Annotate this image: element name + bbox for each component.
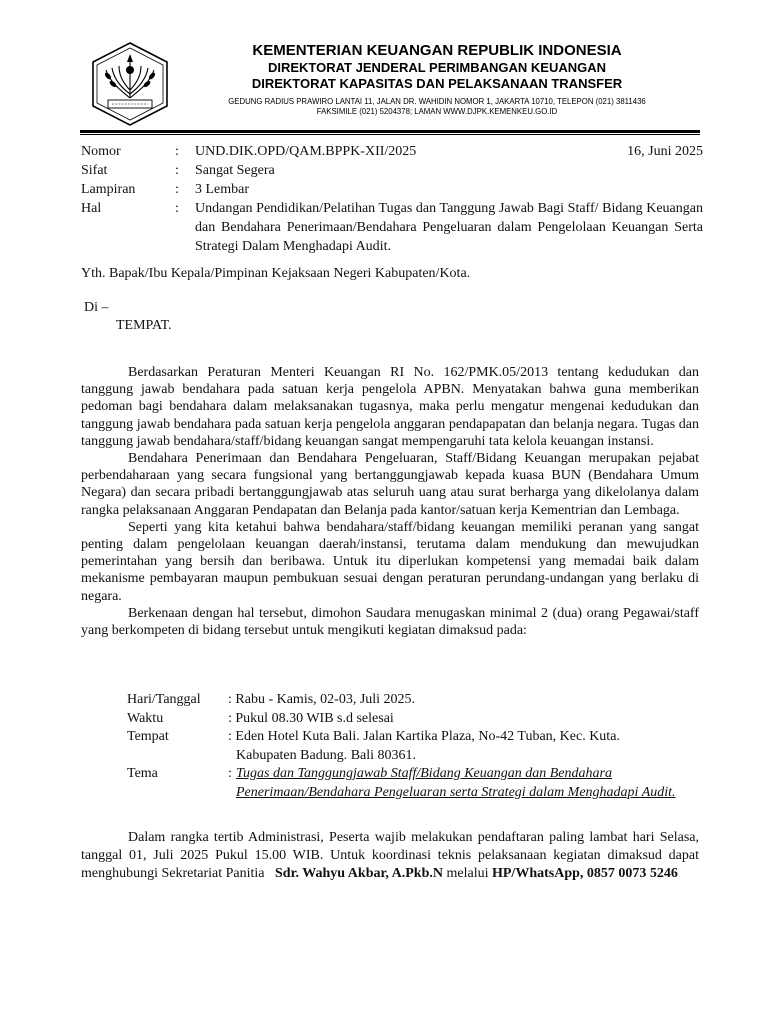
closing-text: Dalam rangka tertib Administrasi, Peserta wajib melakukan pendaftaran paling lambat hari Selasa, tanggal 01, Juli 2025 Pukul 15.00 WIB. Untuk koordinasi teknis pelaksanaan kegiatan dimaksud dapat menghubungi Sekretariat Panitia [81, 830, 699, 881]
directorate-general-name: DIREKTORAT JENDERAL PERIMBANGAN KEUANGAN [267, 60, 607, 75]
tema-value: Tugas dan Tanggungjawab Staff/Bidang Keuangan dan Bendahara Penerimaan/Bendahara Pengeluaran serta Strategi dalam Menghadapi Audit. [236, 766, 676, 800]
colon: : [175, 144, 179, 159]
lampiran-row [81, 180, 703, 199]
recipient-line: Yth. Bapak/Ibu Kepala/Pimpinan Kejaksaan Negeri Kabupaten/Kota. [81, 266, 471, 281]
tempat-value-2: Kabupaten Badung. Bali 80361. [236, 747, 417, 763]
waktu-row [127, 710, 687, 729]
letter-date: 16, Juni 2025 [627, 144, 703, 159]
tempat-row-2 [127, 747, 687, 766]
tempat-label: Tempat [127, 729, 169, 744]
contact-name: Sdr. Wahyu Akbar, A.Pkb.N [275, 865, 443, 881]
sifat-value: Sangat Segera [195, 163, 275, 178]
sifat-label: Sifat [81, 163, 108, 178]
body-paragraph-3: Seperti yang kita ketahui bahwa bendahara/staff/bidang keuangan memiliki peranan yang sangat penting dalam pengelolaan keuangan daerah/instansi, terutama dalam mendukung dan mewujudkan pemerintahan yang bersih dan beribawa. Untuk itu diperlukan kompetensi yang memadai baik dalam mekanisme pembayaran maupun pembukuan sesuai dengan peraturan perundang-undangan yang berlaku di negara. [81, 519, 699, 604]
hari-value: : Rabu - Kamis, 02-03, Juli 2025. [228, 692, 416, 707]
colon: : [175, 182, 179, 197]
address-line-2: FAKSIMILE (021) 5204378; LAMAN WWW.DJPK.KEMENKEU.GO.ID [316, 106, 558, 116]
contact-phone: HP/WhatsApp, 0857 0073 5246 [491, 865, 678, 881]
ministry-emblem-icon [86, 40, 174, 128]
letter-metadata [81, 142, 703, 256]
hal-label: Hal [81, 201, 102, 216]
letterhead-rule-thin [80, 134, 700, 135]
tema-colon: : [228, 766, 232, 781]
tempat-row [127, 728, 687, 747]
letterhead-rule-thick [80, 130, 700, 133]
colon: : [175, 201, 179, 216]
waktu-label: Waktu [127, 710, 164, 726]
nomor-value: UND.DIK.OPD/QAM.BPPK-XII/2025 [195, 144, 417, 159]
colon: : [175, 163, 179, 178]
address-line-1: GEDUNG RADIUS PRAWIRO LANTAI 11, JALAN DR. WAHIDIN NOMOR 1, JAKARTA 10710, TELEPON (021) 3811436 [228, 97, 646, 106]
closing-section [81, 829, 699, 882]
ministry-name: KEMENTERIAN KEUANGAN REPUBLIK INDONESIA [252, 42, 622, 59]
closing-paragraph [81, 829, 699, 882]
tema-row [127, 765, 687, 802]
hari-label: Hari/Tanggal [127, 692, 201, 707]
sifat-row [81, 161, 703, 180]
closing-text-melalui: melalui [446, 865, 489, 881]
waktu-value: : Pukul 08.30 WIB s.d selesai [228, 710, 394, 726]
body-paragraph-1: Berdasarkan Peraturan Menteri Keuangan RI No. 162/PMK.05/2013 tentang kedudukan dan tanggung jawab bendahara pada satuan kerja pengelola APBN. Menyatakan bahwa guna memberikan pedoman bagi bendahara dalam melaksanakan tugasnya, maka perlu mengatur mengenai kedudukan dan tanggung jawab bendahara pada satuan kerja pengelola anggaran pendapapatan dan belanja negara. Tugas dan tanggung jawab bendahara/staff/bidang keuangan sangat mempengaruhi tata kelola keuangan instansi. [81, 365, 699, 449]
nomor-label: Nomor [81, 144, 121, 159]
directorate-name: DIREKTORAT KAPASITAS DAN PELAKSANAAN TRANSFER [251, 76, 623, 91]
letterhead [190, 42, 684, 116]
tempat-value: : Eden Hotel Kuta Bali. Jalan Kartika Plaza, No-42 Tuban, Kec. Kuta. [228, 729, 620, 744]
body-paragraph-4: Berkenaan dengan hal tersebut, dimohon Saudara menugaskan minimal 2 (dua) orang Pegawai/staff yang berkompeten di bidang tersebut untuk mengikuti kegiatan dimaksud pada: [81, 605, 699, 639]
letter-body [81, 364, 699, 639]
hal-row [81, 199, 703, 256]
recipient-di: Di – [84, 300, 109, 315]
lampiran-label: Lampiran [81, 182, 136, 197]
hal-value: Undangan Pendidikan/Pelatihan Tugas dan Tanggung Jawab Bagi Staff/ Bidang Keuangan dan Bendahara Penerimaan/Bendahara Pengeluaran dalam Pengelolaan Keuangan Serta Strategi Dalam Menghadapi Audit. [195, 201, 703, 254]
tema-label: Tema [127, 766, 158, 781]
event-details [127, 691, 687, 802]
body-paragraph-2: Bendahara Penerimaan dan Bendahara Pengeluaran, Staff/Bidang Keuangan merupakan pejabat perbendaharaan yang secara fungsional yang bertanggungjawab kepada kuasa BUN (Bendahara Umum Negara) dan secara pribadi bertanggungjawab atas seluruh uang atau surat berharga yang dikelolanya dalam rangka pelaksanaan Anggaran Pendapatan dan Belanja pada kantor/satuan kerja Kementrian dan Lembaga. [81, 451, 699, 518]
nomor-row [81, 142, 703, 161]
hari-row [127, 691, 687, 710]
recipient-tempat: TEMPAT. [116, 318, 172, 333]
lampiran-value: 3 Lembar [195, 182, 250, 197]
